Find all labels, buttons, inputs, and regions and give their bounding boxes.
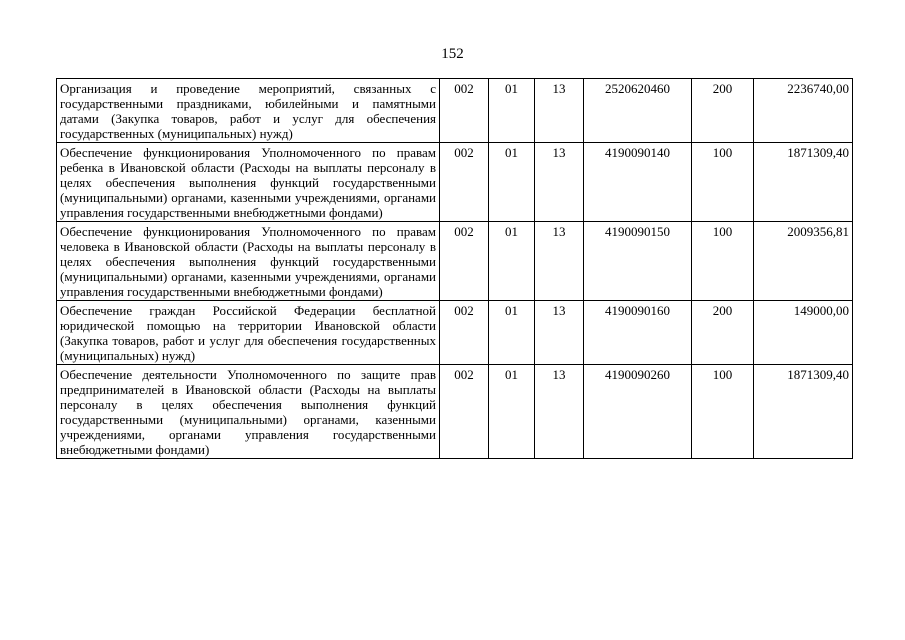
row-department-code: 002 <box>440 301 489 365</box>
table-row <box>57 301 853 365</box>
row-target-article-code: 2520620460 <box>584 79 692 143</box>
row-description: Обеспечение функционирования Уполномоченного по правам ребенка в Ивановской области (Расходы на выплаты персоналу в целях обеспечения выполнения функций государственными (муниципальными) органами, казенными учреждениями, органами управления государственными внебюджетными фондами) <box>57 143 440 222</box>
row-expense-type-code: 200 <box>692 79 754 143</box>
row-amount: 1871309,40 <box>754 143 853 222</box>
row-description: Обеспечение функционирования Уполномоченного по правам человека в Ивановской области (Расходы на выплаты персоналу в целях обеспечения выполнения функций государственными (муниципальными) органами, казенными учреждениями, органами управления государственными внебюджетными фондами) <box>57 222 440 301</box>
row-target-article-code: 4190090160 <box>584 301 692 365</box>
row-expense-type-code: 100 <box>692 222 754 301</box>
row-department-code: 002 <box>440 365 489 459</box>
row-target-article-code: 4190090150 <box>584 222 692 301</box>
row-description: Обеспечение граждан Российской Федерации бесплатной юридической помощью на территории Ивановской области (Закупка товаров, работ и услуг для обеспечения государственных (муниципальных) нужд) <box>57 301 440 365</box>
table-row <box>57 222 853 301</box>
row-expense-type-code: 100 <box>692 143 754 222</box>
row-target-article-code: 4190090140 <box>584 143 692 222</box>
row-target-article-code: 4190090260 <box>584 365 692 459</box>
row-amount: 2236740,00 <box>754 79 853 143</box>
page-number: 152 <box>441 46 464 62</box>
row-amount: 2009356,81 <box>754 222 853 301</box>
row-section-code: 01 <box>489 301 535 365</box>
row-section-code: 01 <box>489 143 535 222</box>
table-row <box>57 79 853 143</box>
row-section-code: 01 <box>489 222 535 301</box>
row-department-code: 002 <box>440 143 489 222</box>
row-subsection-code: 13 <box>535 79 584 143</box>
table-row <box>57 143 853 222</box>
row-description: Обеспечение деятельности Уполномоченного по защите прав предпринимателей в Ивановской области (Расходы на выплаты персоналу в целях обеспечения выполнения функций государственными (муниципальными) органами, казенными учреждениями, органами управления государственными внебюджетными фондами) <box>57 365 440 459</box>
table-row <box>57 365 853 459</box>
row-amount: 1871309,40 <box>754 365 853 459</box>
row-expense-type-code: 100 <box>692 365 754 459</box>
row-subsection-code: 13 <box>535 301 584 365</box>
row-subsection-code: 13 <box>535 222 584 301</box>
row-section-code: 01 <box>489 79 535 143</box>
row-section-code: 01 <box>489 365 535 459</box>
row-subsection-code: 13 <box>535 365 584 459</box>
budget-table <box>56 78 853 459</box>
row-expense-type-code: 200 <box>692 301 754 365</box>
row-amount: 149000,00 <box>754 301 853 365</box>
row-department-code: 002 <box>440 79 489 143</box>
row-department-code: 002 <box>440 222 489 301</box>
row-description: Организация и проведение мероприятий, связанных с государственными праздниками, юбилейными и памятными датами (Закупка товаров, работ и услуг для обеспечения государственных (муниципальных) нужд) <box>57 79 440 143</box>
row-subsection-code: 13 <box>535 143 584 222</box>
